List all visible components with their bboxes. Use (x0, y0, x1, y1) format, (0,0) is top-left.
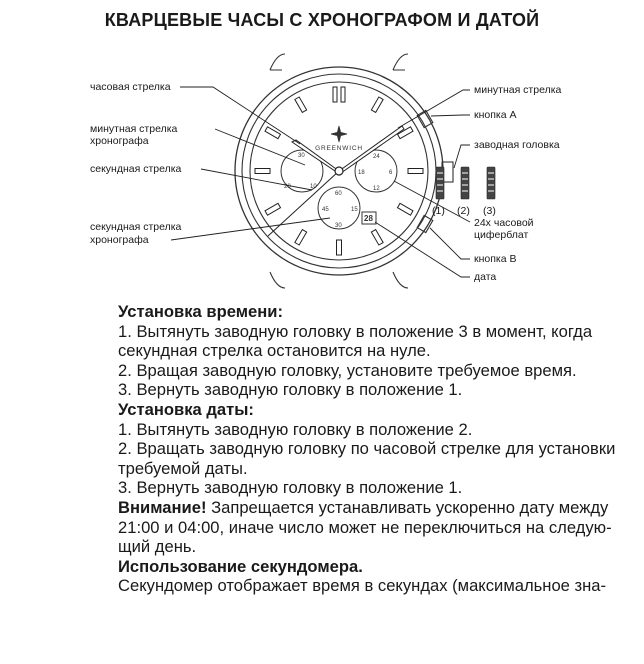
subdial-left-num: 30 (298, 153, 305, 159)
warning-label: Внимание! (118, 497, 207, 517)
hour-index (295, 97, 307, 112)
subdial-left-num: 10 (310, 184, 317, 190)
brand-logo-icon (331, 126, 347, 142)
warning-line: щий день. (118, 537, 197, 557)
label-24h-dial-2: циферблат (474, 229, 529, 241)
center-pin (335, 167, 343, 175)
hour-index (408, 169, 423, 174)
hour-index (337, 240, 342, 255)
warning-text: Запрещается устанавливать ускоренно дату между (206, 497, 609, 517)
label-chrono-second-1: секундная стрелка (90, 221, 182, 233)
instruction-line: Секундомер отображает время в секундах (максимальное зна- (118, 576, 607, 596)
instructions (118, 302, 644, 596)
label-second-hand: секундная стрелка (90, 163, 182, 175)
hour-index (371, 230, 383, 245)
instruction-line: секундная стрелка остановится на нуле. (118, 341, 431, 361)
subdial-bottom-num: 45 (322, 207, 329, 213)
subdial-right-num: 6 (389, 170, 393, 176)
subdial-right-num: 12 (373, 186, 380, 192)
label-hour-hand: часовая стрелка (90, 81, 171, 93)
instruction-line: 3. Вернуть заводную головку в положение 1. (118, 478, 463, 498)
date-value: 28 (364, 214, 373, 223)
subdial-right-num: 24 (373, 154, 380, 160)
label-minute-hand: минутная стрелка (474, 84, 562, 96)
label-crown: заводная головка (474, 139, 560, 151)
instruction-line: 1. Вытянуть заводную головку в положение 3 в момент, когда (118, 321, 593, 341)
hour-index (265, 203, 280, 215)
hour-index (255, 169, 270, 174)
label-button-b: кнопка В (474, 253, 517, 265)
crown-position-1: (1) (432, 205, 445, 217)
subdial-bottom-num: 60 (335, 191, 342, 197)
label-button-a: кнопка А (474, 109, 517, 121)
crown-position-2: (2) (457, 205, 470, 217)
instruction-line: 2. Вращая заводную головку, установите требуемое время. (118, 360, 577, 380)
watch-diagram (0, 40, 644, 302)
brand-name: GREENWICH (315, 145, 363, 152)
section-heading: Установка даты: (118, 399, 254, 419)
hour-index-12 (341, 87, 345, 102)
leader-chrono-minute (215, 129, 305, 165)
section-heading: Использование секундомера. (118, 556, 363, 576)
hour-index (265, 127, 280, 139)
leader-minute-hand (398, 90, 470, 128)
crown-positions (436, 167, 495, 199)
instruction-line: 1. Вытянуть заводную головку в положение 2. (118, 419, 473, 439)
leader-button-b (430, 228, 470, 259)
warning-line (118, 498, 644, 518)
hour-index (398, 203, 413, 215)
page-title: КВАРЦЕВЫЕ ЧАСЫ С ХРОНОГРАФОМ И ДАТОЙ (104, 10, 540, 30)
label-chrono-second-2: хронографа (90, 234, 149, 246)
leader-chrono-second (171, 218, 330, 240)
hour-index (371, 97, 383, 112)
warning-line: 21:00 и 04:00, иначе число может не переключиться на следую- (118, 517, 612, 537)
crown-position-3: (3) (483, 205, 496, 217)
subdial-left-num: 20 (284, 184, 291, 190)
label-24h-dial-1: 24х часовой (474, 217, 534, 229)
subdial-right-num: 18 (358, 170, 365, 176)
instruction-line: 3. Вернуть заводную головку в положение 1. (118, 380, 463, 400)
leader-button-a (431, 115, 470, 116)
section-heading: Установка времени: (118, 302, 283, 321)
subdial-bottom-num: 15 (351, 207, 358, 213)
label-date: дата (474, 271, 497, 283)
label-chrono-minute-1: минутная стрелка (90, 123, 178, 135)
subdial-bottom-num: 30 (335, 223, 342, 229)
leader-hour-hand (180, 87, 300, 144)
instruction-line: требуемой даты. (118, 458, 248, 478)
instruction-line: 2. Вращать заводную головку по часовой стрелке для установки (118, 439, 616, 459)
hour-index-12 (333, 87, 337, 102)
label-chrono-minute-2: хронографа (90, 135, 149, 147)
leader-crown (454, 145, 470, 168)
hour-index (295, 230, 307, 245)
